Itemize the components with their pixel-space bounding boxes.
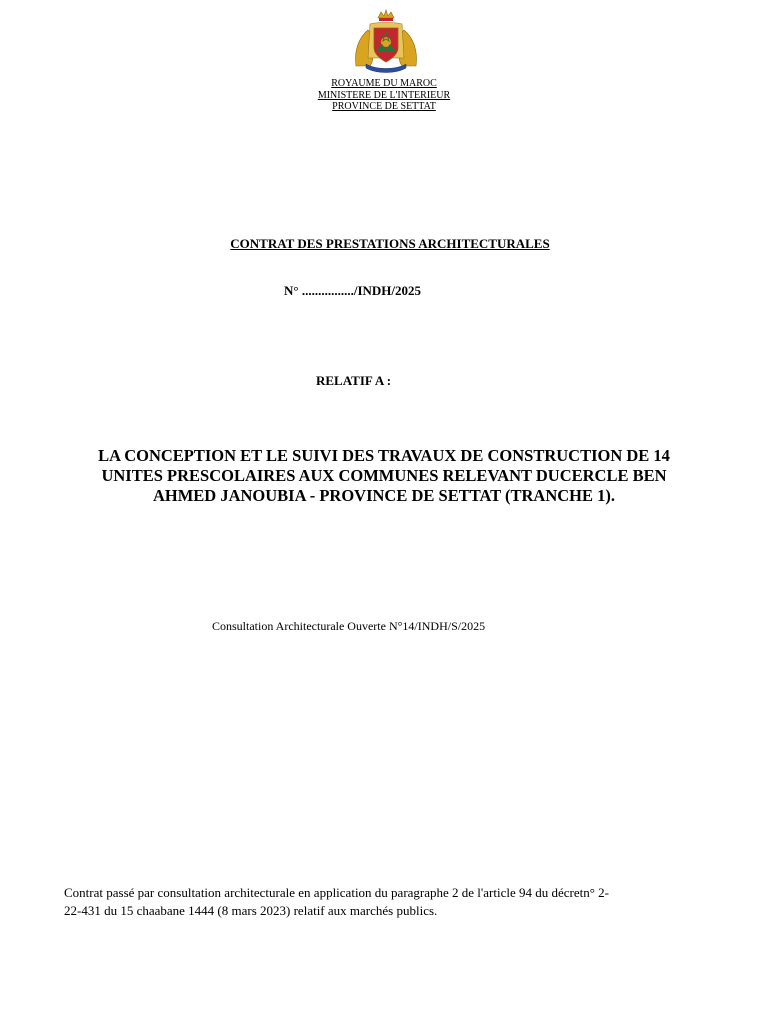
contract-subject — [60, 446, 708, 506]
legal-line: 22-431 du 15 chaabane 1444 (8 mars 2023) relatif aux marchés publics. — [64, 903, 438, 918]
header-province: PROVINCE DE SETTAT — [332, 101, 436, 112]
header-ministry: MINISTERE DE L'INTERIEUR — [317, 89, 451, 101]
header-kingdom: ROYAUME DU MAROC — [331, 78, 437, 89]
royal-coat-of-arms-icon — [348, 8, 424, 74]
subject-line: LA CONCEPTION ET LE SUIVI DES TRAVAUX DE CONSTRUCTION DE 14 — [98, 446, 670, 465]
contract-title: CONTRAT DES PRESTATIONS ARCHITECTURALES — [230, 236, 550, 251]
subject-line: UNITES PRESCOLAIRES AUX COMMUNES RELEVANT DUCERCLE BEN — [101, 466, 667, 485]
administrative-header — [0, 78, 768, 113]
legal-basis-paragraph — [64, 884, 720, 920]
legal-line: Contrat passé par consultation architecturale en application du paragraphe 2 de l'article 94 du décretn° 2- — [64, 885, 610, 900]
relatif-heading: RELATIF A : — [316, 373, 392, 388]
contract-number: N° ................/INDH/2025 — [284, 283, 422, 298]
subject-line: AHMED JANOUBIA - PROVINCE DE SETTAT (TRANCHE 1). — [152, 486, 616, 505]
consultation-reference: Consultation Architecturale Ouverte N°14/INDH/S/2025 — [212, 619, 486, 633]
